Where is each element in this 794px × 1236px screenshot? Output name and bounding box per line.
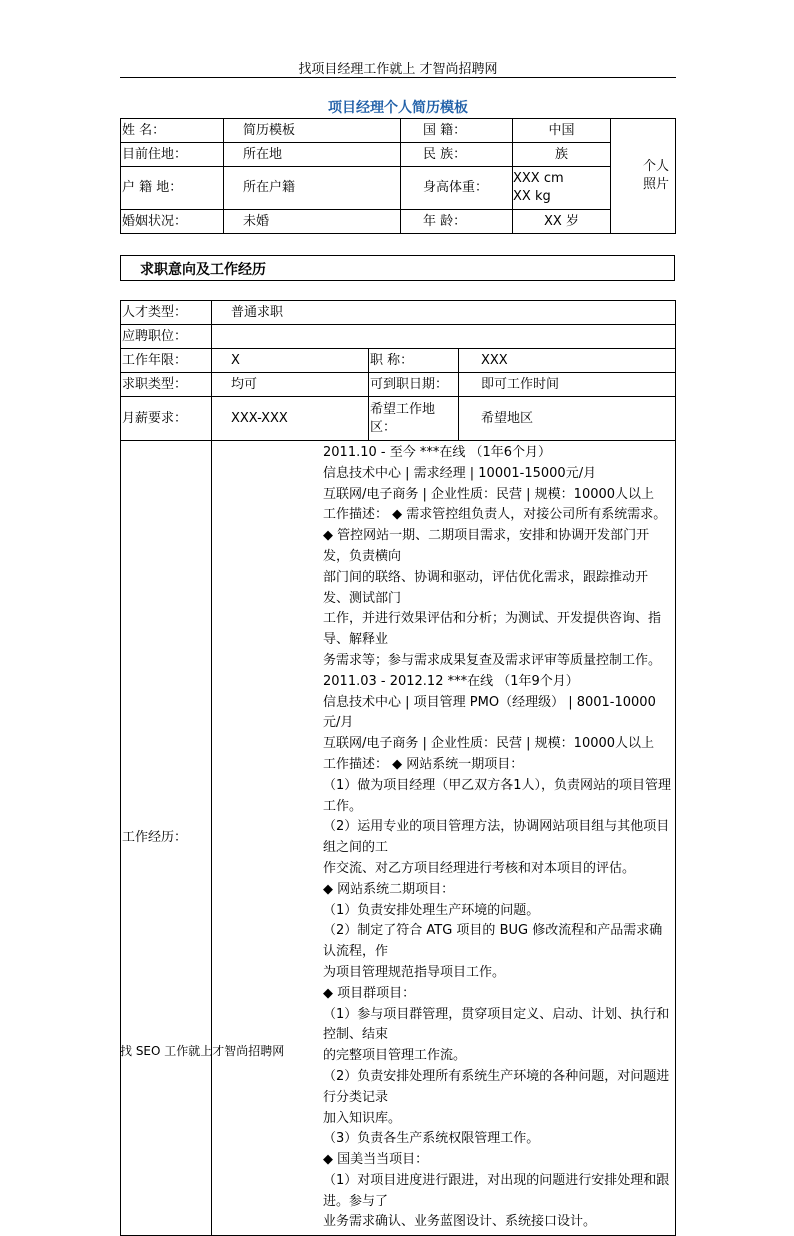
ethnicity-label: 民 族： (401, 143, 513, 167)
years-label: 工作年限： (121, 349, 212, 373)
position-label: 应聘职位： (121, 325, 212, 349)
job-info-table (120, 300, 676, 1236)
talent-type-label: 人才类型： (121, 301, 212, 325)
experience-line: 互联网/电子商务 | 企业性质：民营 | 规模：10000人以上 (323, 736, 655, 752)
experience-line: ◆ 网站系统二期项目： (323, 881, 455, 897)
location-label (369, 397, 459, 441)
height-value: XXX cm (513, 171, 564, 186)
photo-placeholder (611, 119, 676, 234)
residence-value: 所在地 (224, 143, 401, 167)
age-label: 年 龄： (401, 210, 513, 234)
experience-content (212, 441, 676, 1236)
experience-line: 2011.03 - 2012.12 ***在线 （1年9个月） (323, 673, 579, 689)
photo-label-line1: 个人 (642, 159, 669, 174)
hukou-value: 所在户籍 (224, 167, 401, 210)
age-value: XX 岁 (513, 210, 611, 234)
document-title: 项目经理个人简历模板 (328, 100, 468, 116)
experience-line: 加入知识库。 (323, 1110, 402, 1126)
experience-line: 为项目管理规范指导项目工作。 (323, 964, 506, 980)
experience-line: 2011.10 - 至今 ***在线 （1年6个月） (323, 445, 552, 460)
location-value: 希望地区 (459, 397, 676, 441)
photo-label-line2: 照片 (642, 177, 669, 192)
experience-line: 的完整项目管理工作流。 (323, 1048, 467, 1064)
experience-line: 工作描述： ◆ 需求管控组负责人，对接公司所有系统需求。 (323, 507, 667, 523)
salary-label: 月薪要求： (121, 397, 212, 441)
experience-line: 信息技术中心 | 项目管理 PMO（经理级） | 8001-10000元/月 (323, 694, 656, 731)
experience-line: （1）负责安排处理生产环境的问题。 (323, 902, 540, 918)
personal-info-table (120, 118, 676, 234)
job-type-value: 均可 (212, 373, 369, 397)
marital-label: 婚姻状况： (121, 210, 224, 234)
salary-value: XXX-XXX (212, 397, 369, 441)
experience-line: （1）做为项目经理（甲乙双方各1人），负责网站的项目管理工作。 (323, 777, 672, 814)
height-weight-label: 身高体重： (401, 167, 513, 210)
ethnicity-value: 族 (513, 143, 611, 167)
page-footer: 找 SEO 工作就上才智尚招聘网 (120, 1044, 285, 1058)
years-value: X (212, 349, 369, 373)
experience-line: （3）负责各生产系统权限管理工作。 (323, 1131, 540, 1147)
experience-line: （2）运用专业的项目管理方法，协调网站项目组与其他项目组之间的工 (323, 819, 670, 856)
nationality-label: 国 籍： (401, 119, 513, 143)
experience-line: ◆ 国美当当项目： (323, 1152, 429, 1168)
job-type-label: 求职类型： (121, 373, 212, 397)
page-header: 找项目经理工作就上 才智尚招聘网 (298, 62, 498, 77)
experience-line: 信息技术中心 | 需求经理 | 10001-15000元/月 (323, 465, 597, 481)
experience-line: 工作，并进行效果评估和分析；为测试、开发提供咨询、指导、解释业 (323, 611, 662, 648)
residence-label: 目前住地： (121, 143, 224, 167)
talent-type-value: 普通求职 (212, 301, 676, 325)
name-value: 简历模板 (224, 119, 401, 143)
experience-line: 作交流、对乙方项目经理进行考核和对本项目的评估。 (323, 860, 636, 876)
job-title-value: XXX (459, 349, 676, 373)
height-weight-value (513, 167, 611, 210)
nationality-value: 中国 (513, 119, 611, 143)
experience-line: 工作描述： ◆ 网站系统一期项目： (323, 756, 524, 772)
experience-line: 部门间的联络、协调和驱动，评估优化需求，跟踪推动开发、测试部门 (323, 569, 649, 606)
name-label: 姓 名： (121, 119, 224, 143)
job-title-label: 职 称： (369, 349, 459, 373)
start-date-label: 可到职日期： (369, 373, 459, 397)
header-divider (120, 77, 676, 78)
section-heading: 求职意向及工作经历 (140, 262, 266, 278)
experience-line: （1）对项目进度进行跟进，对出现的问题进行安排处理和跟进。参与了 (323, 1172, 670, 1209)
start-date-value: 即可工作时间 (459, 373, 676, 397)
experience-line: 业务需求确认、业务蓝图设计、系统接口设计。 (323, 1214, 597, 1230)
experience-line: （2）负责安排处理所有系统生产环境的各种问题，对问题进行分类记录 (323, 1068, 670, 1105)
location-label-line1: 希望工作地 (370, 401, 436, 417)
position-value (212, 325, 676, 349)
experience-line: ◆ 项目群项目： (323, 985, 416, 1001)
hukou-label: 户 籍 地： (121, 167, 224, 210)
experience-line: 互联网/电子商务 | 企业性质：民营 | 规模：10000人以上 (323, 486, 655, 502)
experience-line: ◆ 管控网站一期、二期项目需求，安排和协调开发部门开发，负责横向 (323, 528, 650, 564)
weight-value: XX kg (513, 189, 551, 204)
section-heading-box (120, 255, 675, 281)
marital-value: 未婚 (224, 210, 401, 234)
experience-line: 务需求等；参与需求成果复查及需求评审等质量控制工作。 (323, 652, 662, 668)
experience-line: （1）参与项目群管理，贯穿项目定义、启动、计划、执行和控制、结束 (323, 1006, 670, 1043)
experience-label: 工作经历： (121, 441, 212, 1236)
experience-line: （2）制定了符合 ATG 项目的 BUG 修改流程和产品需求确认流程，作 (323, 923, 663, 960)
location-label-line2: 区： (370, 419, 397, 435)
